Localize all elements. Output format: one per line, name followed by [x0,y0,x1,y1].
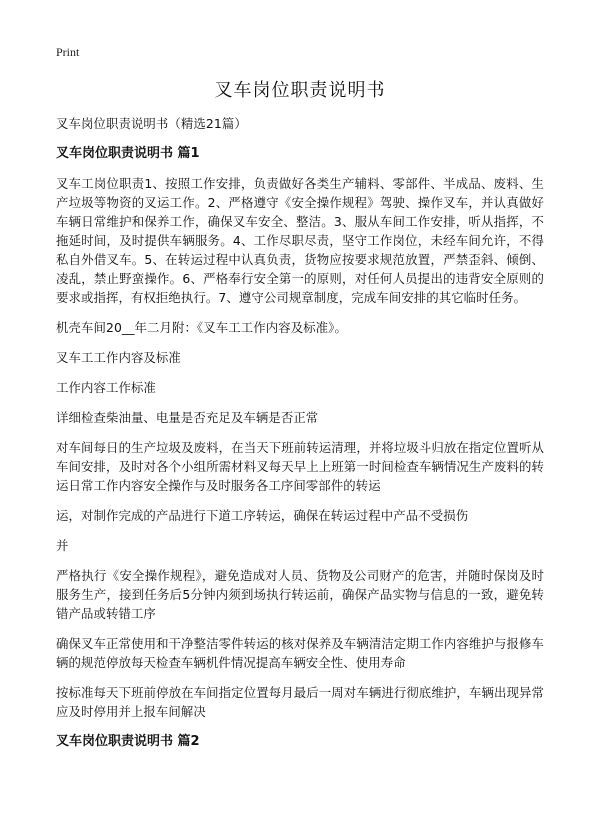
page-title: 叉车岗位职责说明书 [214,80,386,101]
document-subtitle: 叉车岗位职责说明书（精选21篇） [56,116,247,131]
section-heading-2: 叉车岗位职责说明书 篇2 [56,734,200,749]
paragraph-safety-rules: 严格执行《安全操作规程》，避免造成对人员、货物及公司财产的危害，并随时保岗及时服务生产，接到任务后5分钟内须到场执行转运前，确保产品实物与信息的一致，避免转错产品或转错工序 [56,568,544,621]
document-body [56,78,544,762]
paragraph-waste-transfer: 对车间每日的生产垃圾及废料，在当天下班前转运清理，并将垃圾斗归放在指定位置听从车间安排，及时对各个小组所需材料叉每天早上上班第一时间检查车辆情况生产废料的转运日常工作内容安全操作与及时服务各工序间零部件的转运 [56,440,544,493]
print-link[interactable]: Print [56,45,80,59]
section-heading-1: 叉车岗位职责说明书 篇1 [56,146,200,161]
paragraph-and: 并 [56,538,69,553]
paragraph-inspection: 详细检查柴油量、电量是否充足及车辆是否正常 [56,410,319,425]
paragraph-product-transfer: 运，对制作完成的产品进行下道工序转运，确保在转运过程中产品不受损伤 [56,508,469,523]
paragraph-standards-title: 叉车工工作内容及标准 [56,350,181,365]
paragraph-maintenance: 确保叉车正常使用和干净整洁零件转运的核对保养及车辆清洁定期工作内容维护与报修车辆的规范停放每天检查车辆机件情况提高车辆安全性、使用寿命 [56,636,544,670]
paragraph-attachment: 机壳车间20__年二月附：《叉车工工作内容及标准》。 [56,320,347,335]
paragraph-parking: 按标准每天下班前停放在车间指定位置每月最后一周对车辆进行彻底维护，车辆出现异常应及时停用并上报车间解决 [56,685,544,719]
paragraph-column-headers: 工作内容工作标准 [56,380,156,395]
paragraph-duties: 叉车工岗位职责1、按照工作安排，负责做好各类生产辅料、零部件、半成品、废料、生产垃圾等物资的叉运工作。2、严格遵守《安全操作规程》驾驶、操作叉车，并认真做好车辆日常维护和保养工作，确保叉车安全、整洁。3、服从车间工作安排，听从指挥，不拖延时间，及时提供车辆服务。4、工作尽职尽责，坚守工作岗位，未经车间允许，不得私自外借叉车。5、在转运过程中认真负责，货物应按要求规范放置，严禁歪斜、倾倒、凌乱，禁止野蛮操作。6、严格奉行安全第一的原则，对任何人员提出的违背安全原则的要求或指挥，有权拒绝执行。7、遵守公司规章制度，完成车间安排的其它临时任务。 [56,176,544,305]
